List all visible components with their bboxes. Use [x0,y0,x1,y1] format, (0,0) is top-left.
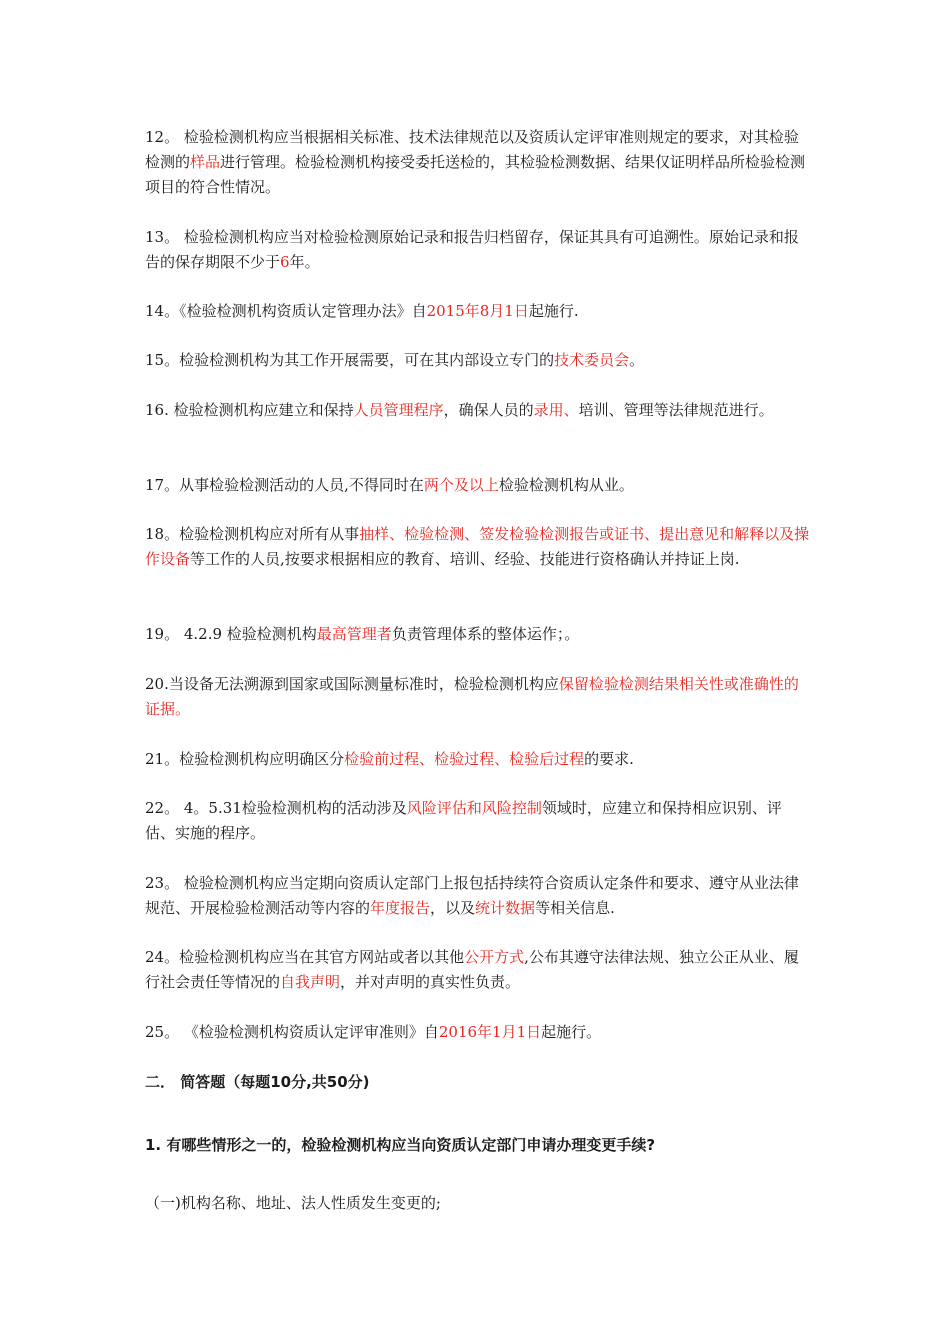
question-text: 20.当设备无法溯源到国家或国际测量标准时，检验检测机构应 [145,675,559,693]
short-answer-question-1: 1. 有哪些情形之一的，检验检测机构应当向资质认定部门申请办理变更手续? [145,1136,656,1154]
question-text: ，以及 [430,899,476,917]
question-17 [145,473,810,498]
question-text: 培训、管理等法律规范进行。 [578,401,774,419]
answer-1-line-1: （一)机构名称、地址、法人性质发生变更的; [145,1194,441,1212]
question-text: ,公布其遵守法律法规、独立公正从业、履行社会责任等情况的 [145,948,799,991]
question-text: 等工作的人员,按要求根据相应的教育、培训、经验、技能进行资格确认并持证上岗. [190,550,740,568]
question-text: 25。 《检验检测机构资质认定评审准则》自 [145,1023,439,1041]
question-text: 进行管理。检验检测机构接受委托送检的，其检验检测数据、结果仅证明样品所检验检测项目的符合性情况。 [145,153,806,196]
highlighted-answer: 样品 [190,153,221,171]
question-22 [145,796,810,846]
question-20 [145,672,810,722]
question-19 [145,622,810,647]
highlighted-answer: 技术委员会 [554,351,630,369]
question-24 [145,945,810,995]
section-2-heading: 二． 简答题（每题10分,共50分) [145,1073,370,1091]
question-18 [145,522,810,572]
question-text: 。 [629,351,645,369]
highlighted-answer: 风险评估和风险控制 [406,799,542,817]
question-21 [145,747,810,772]
question-text: 的要求. [584,750,634,768]
question-13 [145,225,810,275]
highlighted-answer: 人员管理程序 [353,401,444,419]
question-text: 19。 4.2.9 检验检测机构 [145,625,317,643]
highlighted-answer: 年度报告 [370,899,431,917]
question-text: 24。检验检测机构应当在其官方网站或者以其他 [145,948,465,966]
question-text: 领域时，应建立和保持相应识别、评估、实施的程序。 [145,799,782,842]
highlighted-answer: 6 [280,253,290,271]
question-text: 21。检验检测机构应明确区分 [145,750,345,768]
question-12 [145,125,810,200]
question-text: 14。《检验检测机构资质认定管理办法》自 [145,302,427,320]
question-23 [145,871,810,921]
question-text: ，确保人员的 [443,401,534,419]
question-15 [145,348,810,373]
question-text: 13。 检验检测机构应当对检验检测原始记录和报告归档留存，保证其具有可追溯性。原始记录和报告的保存期限不少于 [145,228,799,271]
highlighted-answer: 保留检验检测结果相关性或准确性的证据。 [145,675,799,718]
highlighted-answer: 2015年8月1日 [426,302,529,320]
question-text: 等相关信息. [535,899,615,917]
highlighted-answer: 2016年1月1日 [438,1023,542,1041]
question-text: 起施行. [528,302,579,320]
question-text: 22。 4。5.31检验检测机构的活动涉及 [145,799,407,817]
highlighted-answer: 最高管理者 [316,625,392,643]
highlighted-answer: 自我声明 [280,973,341,991]
highlighted-answer: 公开方式 [464,948,525,966]
question-text: ，并对声明的真实性负责。 [340,973,521,991]
question-text: 18。检验检测机构应对所有从事 [145,525,360,543]
question-text: 检验检测机构从业。 [498,476,634,494]
highlighted-answer: 统计数据 [475,899,536,917]
question-16 [145,398,810,423]
question-14 [145,299,810,324]
question-text: 12。 检验检测机构应当根据相关标准、技术法律规范以及资质认定评审准则规定的要求，对其检验检测的 [145,128,799,171]
highlighted-answer: 录用、 [533,401,579,419]
question-text: 起施行。 [541,1023,602,1041]
question-text: 23。 检验检测机构应当定期向资质认定部门上报包括持续符合资质认定条件和要求、遵守从业法律规范、开展检验检测活动等内容的 [145,874,799,917]
highlighted-answer: 抽样、检验检测、签发检验检测报告或证书、提出意见和解释以及操作设备 [145,525,810,568]
question-text: 16. 检验检测机构应建立和保持 [145,401,354,419]
question-25 [145,1020,810,1045]
highlighted-answer: 两个及以上 [423,476,499,494]
question-text: 负责管理体系的整体运作；。 [391,625,580,643]
question-text: 15。检验检测机构为其工作开展需要，可在其内部设立专门的 [145,351,555,369]
question-text: 年。 [289,253,320,271]
question-text: 17。从事检验检测活动的人员,不得同时在 [145,476,424,494]
highlighted-answer: 检验前过程、检验过程、检验后过程 [344,750,585,768]
